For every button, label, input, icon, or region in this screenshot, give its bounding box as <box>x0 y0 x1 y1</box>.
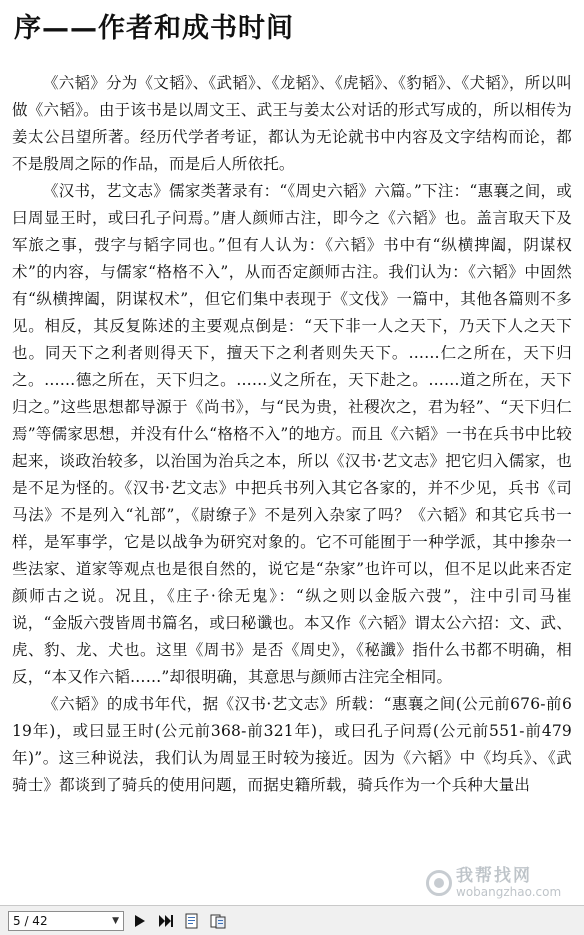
fit-page-button[interactable] <box>182 911 202 931</box>
paragraph-2: 《汉书，艺文志》儒家类著录有：“《周史六韬》六篇。”下注：“惠襄之间，或曰周显王时，或曰孔子问焉。”唐人颜师古注，即今之《六韬》也。盖言取天下及军旅之事，弢字与韬字同也。”但有人认为：《六韬》书中有“纵横捭阖，阴谋权术”的内容，与儒家“格格不入”，从而否定颜师古注。我们认为：《六韬》中固然有“纵横捭阖，阴谋权术”，但它们集中表现于《文伐》一篇中，其他各篇则不多见。相反，其反复陈述的主要观点倒是：“天下非一人之天下，乃天下人之天下也。同天下之利者则得天下，擅天下之利者则失天下。……仁之所在，天下归之。……德之所在，天下归之。……义之所在，天下赴之。……道之所在，天下归之。”这些思想都导源于《尚书》，与“民为贵，社稷次之，君为轻”、“天下归仁焉”等儒家思想，并没有什么“格格不入”的地方。而且《六韬》一书在兵书中比较起来，谈政治较多，以治国为治兵之本，所以《汉书·艺文志》把它归入儒家，也是不足为怪的。《汉书·艺文志》中把兵书列入其它各家的，并不少见，兵书《司马法》不是列入“礼部”，《尉缭子》不是列入杂家了吗？《六韬》和其它兵书一样，是军事学，它是以战争为研究对象的。它不可能囿于一种学派，其中掺杂一些法家、道家等观点也是很自然的，说它是“杂家”也许可以，但不足以此来否定颜师古之说。况且，《庄子·徐无鬼》：“纵之则以金版六弢”，注中引司马崔说，“金版六弢皆周书篇名，或曰秘谶也。本又作《六韬》谓太公六招：文、武、虎、豹、龙、犬也。这里《周书》是否《周史》，《秘讖》指什么书都不明确，相反，“本又作六韬……”却很明确，其意思与颜师古注完全相同。 <box>12 182 572 686</box>
chevron-down-icon: ▼ <box>112 915 119 926</box>
page-indicator: 5 / 42 <box>13 913 48 928</box>
paragraph-1: 《六韬》分为《文韬》、《武韬》、《龙韬》、《虎韬》、《豹韬》、《犬韬》，所以叫做《六韬》。由于该书是以周文王、武王与姜太公对话的形式写成的，所以相传为姜太公吕望所著。经历代学者考证，都认为无论就书中内容及文字结构而论，都不是殷周之际的作品，而是后人所依托。 <box>12 74 572 173</box>
paragraph-3: 《六韬》的成书年代，据《汉书·艺文志》所载：“惠襄之间(公元前676-前619年)，或曰显王时(公元前368-前321年)，或曰孔子问焉(公元前551-前479年)”。这三种说法，我们认为周显王时较为接近。因为《六韬》中《均兵》、《武骑士》都谈到了骑兵的使用问题，而据史籍所载，骑兵作为一个兵种大量出 <box>12 695 572 794</box>
fast-forward-icon <box>158 914 174 928</box>
play-icon <box>134 914 146 928</box>
page-number-select[interactable] <box>8 911 124 931</box>
next-page-button[interactable] <box>130 911 150 931</box>
circle-logo-icon <box>426 870 452 896</box>
page-title: 序——作者和成书时间 <box>14 13 294 44</box>
watermark-text <box>456 865 562 899</box>
watermark-name: 我帮找网 <box>456 865 532 886</box>
document-body <box>12 70 572 799</box>
viewer-toolbar <box>0 905 584 935</box>
page-view-button[interactable] <box>208 911 228 931</box>
page-view-icon <box>210 913 226 929</box>
page-fit-icon <box>184 913 200 929</box>
watermark <box>426 861 576 905</box>
last-page-button[interactable] <box>156 911 176 931</box>
watermark-url: wobangzhao.com <box>456 884 562 899</box>
